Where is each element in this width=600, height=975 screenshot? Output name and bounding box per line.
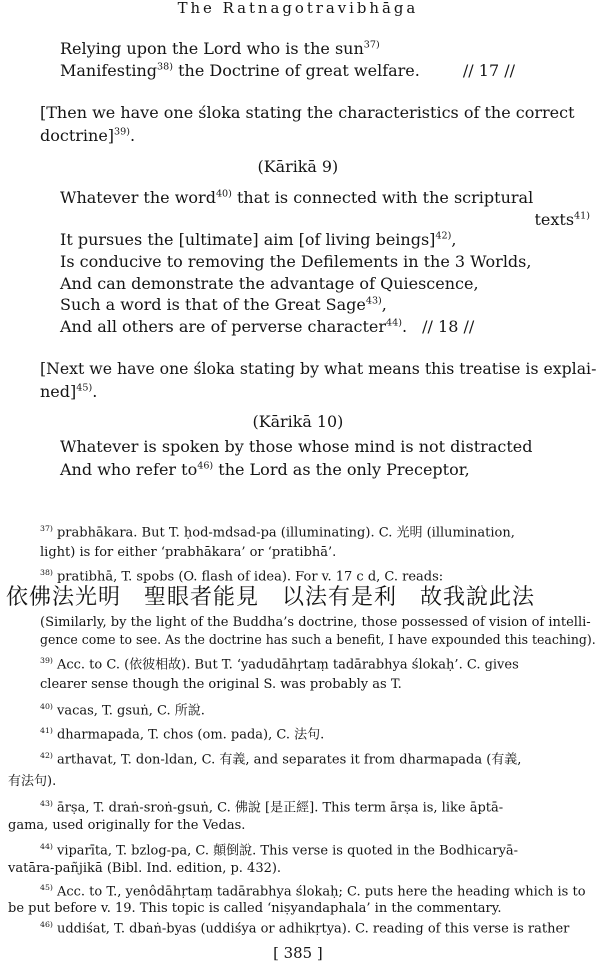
intro-karika-9-line-2: doctrine]$^{39)}$. — [40, 126, 136, 145]
verse-18-line-5: And can demonstrate the advantage of Quiescence, — [60, 274, 479, 293]
footnote-45-line-1: $^{45)}$ Acc. to T., yenôdāhṛtaṃ tadārabhya ślokaḥ; C. puts here the heading which is to — [40, 883, 586, 900]
footnote-40: $^{40)}$ vacas, T. gsuṅ, C. 所說. — [40, 702, 205, 719]
footnote-39-line-2: clearer sense though the original S. was probably as T. — [40, 677, 402, 692]
verse-17-line-2: Manifesting$^{38)}$ the Doctrine of great welfare. // 17 // — [60, 61, 515, 80]
intro-karika-10-line-2: ned]$^{45)}$. — [40, 382, 98, 401]
footnote-ref-38: 38) — [157, 61, 173, 73]
footnote-ref-46: 46) — [197, 460, 214, 472]
verse-18-line-1: Whatever the word$^{40)}$ that is connected with the scriptural — [60, 188, 534, 207]
footnote-39-line-1: $^{39)}$ Acc. to C. (依彼相故). But T. ‘yadudāhṛtaṃ tadārabhya ślokaḥ’. C. gives — [40, 656, 519, 673]
footnote-ref-44: 44) — [386, 317, 402, 329]
footnote-38-chinese-verse: 依佛法光明 聖眼者能見 以法有是利 故我說此法 — [6, 585, 536, 610]
footnote-43-line-1: $^{43)}$ ārṣa, T. draṅ-sroṅ-gsuṅ, C. 佛說 [是正經]. This term ārṣa is, like āptā- — [40, 799, 504, 816]
footnote-ref-45: 45) — [76, 382, 93, 394]
footnote-44-line-1: $^{44)}$ viparīta, T. bzlog-pa, C. 顛倒說. This verse is quoted in the Bodhicaryā- — [40, 842, 519, 859]
karika-9-heading: (Kārikā 9) — [257, 157, 339, 176]
footnote-45-line-2: be put before v. 19. This topic is called ‘niṣyandaphala’ in the commentary. — [8, 901, 502, 916]
footnote-37-line-2: light) is for either ‘prabhākara’ or ‘pratibhā’. — [40, 545, 337, 560]
footnote-ref-37: 37) — [363, 39, 380, 51]
intro-karika-9-line-1: [Then we have one śloka stating the characteristics of the correct — [40, 103, 575, 122]
footnote-46-line-1: $^{46)}$ uddiśat, T. dbaṅ-byas (uddiśya or adhikṛtya). C. reading of this verse is rather — [40, 920, 570, 937]
footnote-37-line-1: $^{37)}$ prabhākara. But T. ḥod-mdsad-pa (illuminating). C. 光明 (illumination, — [40, 524, 515, 541]
footnote-41: $^{41)}$ dharmapada, T. chos (om. pada), C. 法句. — [40, 726, 325, 743]
footnote-38-line-3: gence come to see. As the doctrine has such a benefit, I have expounded this teaching). — [40, 633, 596, 648]
footnote-ref-43: 43) — [365, 295, 382, 307]
footnote-ref-41: 41) — [574, 210, 590, 222]
footnote-42-line-2: 有法句). — [8, 774, 57, 789]
verse-18-line-3: It pursues the [ultimate] aim [of living beings]$^{42)}$, — [60, 230, 457, 249]
verse-18-line-2: texts$^{41)}$ — [534, 210, 590, 229]
karika-10-heading: (Kārikā 10) — [252, 412, 344, 431]
verse-19-line-1: Whatever is spoken by those whose mind is not distracted — [60, 437, 533, 456]
verse-19-line-2: And who refer $to^{46)}$ the Lord as the only Preceptor, — [60, 460, 470, 479]
verse-18-line-7: And all others are of perverse character$^{44)}$. // 18 // — [60, 317, 475, 336]
verse-17-line-1: Relying upon the Lord who is the sun$^{37)}$ — [60, 39, 380, 58]
footnote-38-line-2: (Similarly, by the light of the Buddha’s doctrine, those possessed of vision of intelli- — [40, 615, 591, 630]
footnote-42-line-1: $^{42)}$ arthavat, T. don-ldan, C. 有義, and separates it from dharmapada (有義, — [40, 751, 522, 768]
verse-18-line-6: Such a word is that of the Great Sage$^{43)}$, — [60, 295, 387, 314]
footnote-43-line-2: gama, used originally for the Vedas. — [8, 818, 246, 833]
running-header: The Ratnagotravibhāga — [177, 0, 419, 17]
footnote-38-line-1: $^{38)}$ pratibhā, T. spobs (O. flash of idea). For v. 17 c d, C. reads: — [40, 568, 444, 585]
intro-karika-10-line-1: [Next we have one śloka stating by what means this treatise is explai- — [40, 359, 597, 378]
footnote-ref-40: 40) — [215, 188, 232, 200]
verse-18-line-4: Is conducive to removing the Defilements in the 3 Worlds, — [60, 252, 532, 271]
footnote-ref-42: 42) — [435, 230, 452, 242]
verse-number-18: // 18 // — [422, 317, 475, 336]
footnote-ref-39: 39) — [114, 126, 130, 138]
verse-number-17: // 17 // — [462, 61, 515, 80]
footnote-44-line-2: vatāra-pañjikā (Bibl. Ind. edition, p. 432). — [8, 861, 282, 876]
page-number: [ 385 ] — [273, 944, 323, 962]
